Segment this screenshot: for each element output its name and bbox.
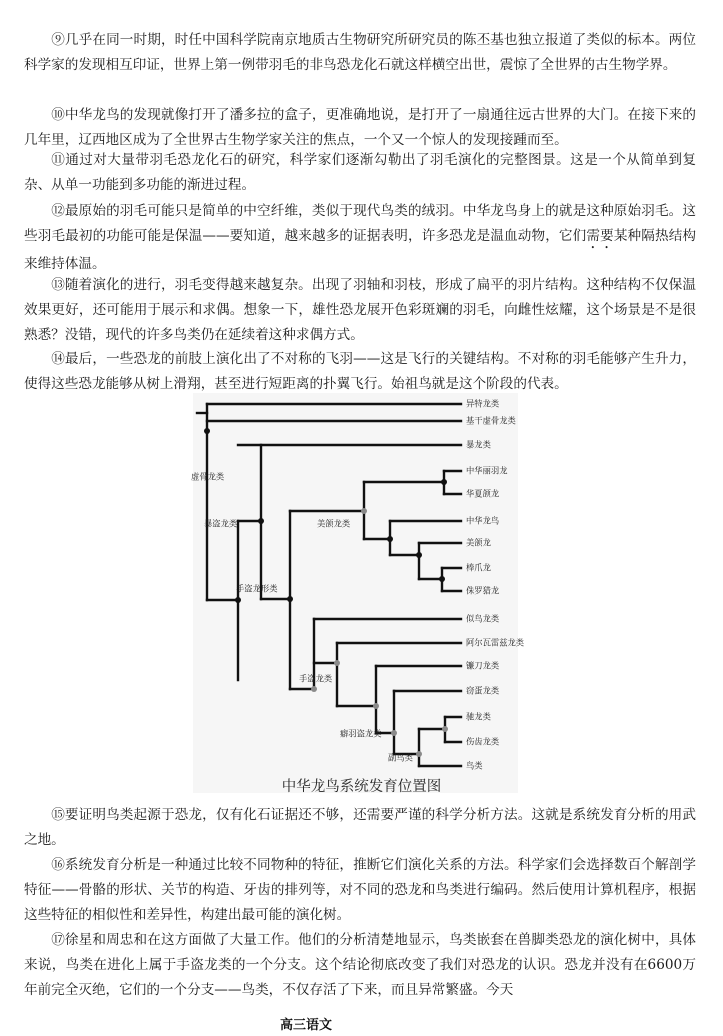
taxon-label-troodontidae: 伤齿龙类: [466, 736, 500, 747]
node-dot-maniraptora: [311, 686, 317, 692]
paragraph-14: ⑭最后，一些恐龙的前肢上演化出了不对称的飞羽——这是飞行的关键结构。不对称的羽毛能够产生升力，使得这些恐龙能够从树上滑翔，甚至进行短距离的扑翼飞行。始祖鸟就是这个阶段的代表。: [24, 351, 696, 392]
paragraph-9: ⑨几乎在同一时期，时任中国科学院南京地质古生物研究所研究员的陈丕基也独立报道了类似的标本。两位科学家的发现相互印证，世界上第一例带羽毛的非鸟恐龙化石就这样横空出世，震惊了全世界的古生物学界。: [24, 32, 696, 73]
taxon-label-tyrannosauroidea: 暴龙类: [466, 439, 491, 450]
taxon-label-sinosauropteryx: 中华龙鸟: [466, 515, 500, 526]
paragraph-16: ⑯系统发育分析是一种通过比较不同物种的特征，推断它们演化关系的方法。科学家们会选择数百个解剖学特征——骨骼的形状、关节的构造、牙齿的排列等，对不同的恐龙和鸟类进行编码。然后使用计算机程序，根据这些特征的相似性和差异性，构建出最可能的演化树。: [24, 857, 696, 923]
paragraph-12-part-b: 某种隔热结构来维持体温。: [24, 228, 697, 272]
paragraph-12-part-a: ⑫最原始的羽毛可能只是简单的中空纤维，类似于现代鸟类的绒羽。中华龙鸟身上的就是这种原始羽毛。这些羽毛最初的功能可能是保温——要知道，越来越多的证据表明，许多恐龙是温血动物，它们: [24, 203, 696, 244]
taxon-label-basal-coelurosaur: 基干虚骨龙类: [466, 415, 516, 426]
node-dot: [258, 518, 264, 524]
node-dot: [441, 479, 447, 485]
paragraph-12: [24, 199, 696, 277]
taxon-label-dromaeosauridae: 驰龙类: [466, 711, 491, 722]
node-dot: [387, 536, 393, 542]
phylogenetic-tree: [191, 393, 525, 793]
clade-label-tyrannoraptora: 暴盗龙类: [204, 518, 238, 529]
clade-label-paraves: 副鸟类: [388, 752, 413, 763]
node-dot: [287, 596, 293, 602]
taxon-label-sinocalliopteryx: 中华丽羽龙: [466, 465, 508, 476]
paragraph-17: ⑰徐星和周忠和在这方面做了大量工作。他们的分析清楚地显示，鸟类嵌套在兽脚类恐龙的演化树中，具体来说，鸟类在进化上属于手盗龙类的一个分支。这个结论彻底改变了我们对恐龙的认识。恐龙并没有在6600万年前完全灭绝，它们的一个分支——鸟类，不仅存活了下来，而且异常繁盛。今天: [24, 932, 696, 998]
taxon-label-aves: 鸟类: [466, 760, 483, 771]
paragraph-10: ⑩中华龙鸟的发现就像打开了潘多拉的盒子，更准确地说，是打开了一扇通往远古世界的大门。在接下来的几年里，辽西地区成为了全世界古生物学家关注的焦点，一个又一个惊人的发现接踵而至。: [24, 107, 696, 148]
footer-fade: [360, 1010, 723, 1036]
taxon-label-compsognathus: 美颌龙: [466, 537, 491, 548]
figure-caption: 中华龙鸟系统发育位置图: [281, 779, 442, 795]
paragraph-15: ⑮要证明鸟类起源于恐龙，仅有化石证据还不够，还需要严谨的科学分析方法。这就是系统发育分析的用武之地。: [24, 807, 696, 848]
taxon-label-huaxiagnathus: 华夏颌龙: [466, 488, 500, 499]
node-dot: [235, 597, 241, 603]
node-dot-paraves: [416, 751, 422, 757]
page-footer: [0, 1010, 723, 1036]
paragraph-11: ⑪通过对大量带羽毛恐龙化石的研究，科学家们逐渐勾勒出了羽毛演化的完整图景。这是一个从简单到复杂、从单一功能到多功能的渐进过程。: [24, 152, 696, 193]
clade-label-compsognathidae: 美颌龙类: [317, 518, 351, 529]
paragraph-13: ⑬随着演化的进行，羽毛变得越来越复杂。出现了羽轴和羽枝，形成了扁平的羽片结构。这种结构不仅保温效果更好，还可能用于展示和求偶。想象一下，雄性恐龙展开色彩斑斓的羽毛，向雌性炫耀，这个场景是不是很熟悉？没错，现代的许多鸟类仍在延续着这种求偶方式。: [24, 277, 696, 343]
clade-label-maniraptoriformes: 手盗龙形类: [236, 583, 278, 594]
taxon-label-allosauroidea: 异特龙类: [466, 398, 500, 409]
taxon-label-juravenator: 侏罗猎龙: [466, 585, 500, 596]
footer-label: 高三语文: [280, 1018, 333, 1033]
node-dot: [373, 703, 379, 709]
clade-label-pennaraptora: 癖羽盗龙类: [340, 728, 382, 739]
phylogeny-figure: [191, 393, 525, 793]
taxon-label-alvarezsauroidea: 阿尔瓦雷兹龙类: [466, 637, 525, 648]
taxon-label-ornithomimosauria: 似鸟龙类: [466, 613, 500, 624]
taxon-label-juravenator-stick: 棒爪龙: [466, 562, 491, 573]
node-dot-compsognathidae: [361, 508, 367, 514]
clade-label-maniraptora: 手盗龙类: [299, 673, 333, 684]
node-dot-pennaraptora: [391, 730, 397, 736]
node-dot: [334, 660, 340, 666]
emphasis-text: 需要: [586, 228, 614, 244]
node-dot: [416, 552, 422, 558]
taxon-label-oviraptorosauria: 窃蛋龙类: [466, 685, 500, 696]
node-dot: [439, 576, 445, 582]
clade-label-coelurosauria: 虚骨龙类: [191, 471, 225, 482]
node-dot: [442, 726, 448, 732]
taxon-label-therizinosauria: 镰刀龙类: [466, 660, 500, 671]
node-dot-root: [204, 428, 210, 434]
